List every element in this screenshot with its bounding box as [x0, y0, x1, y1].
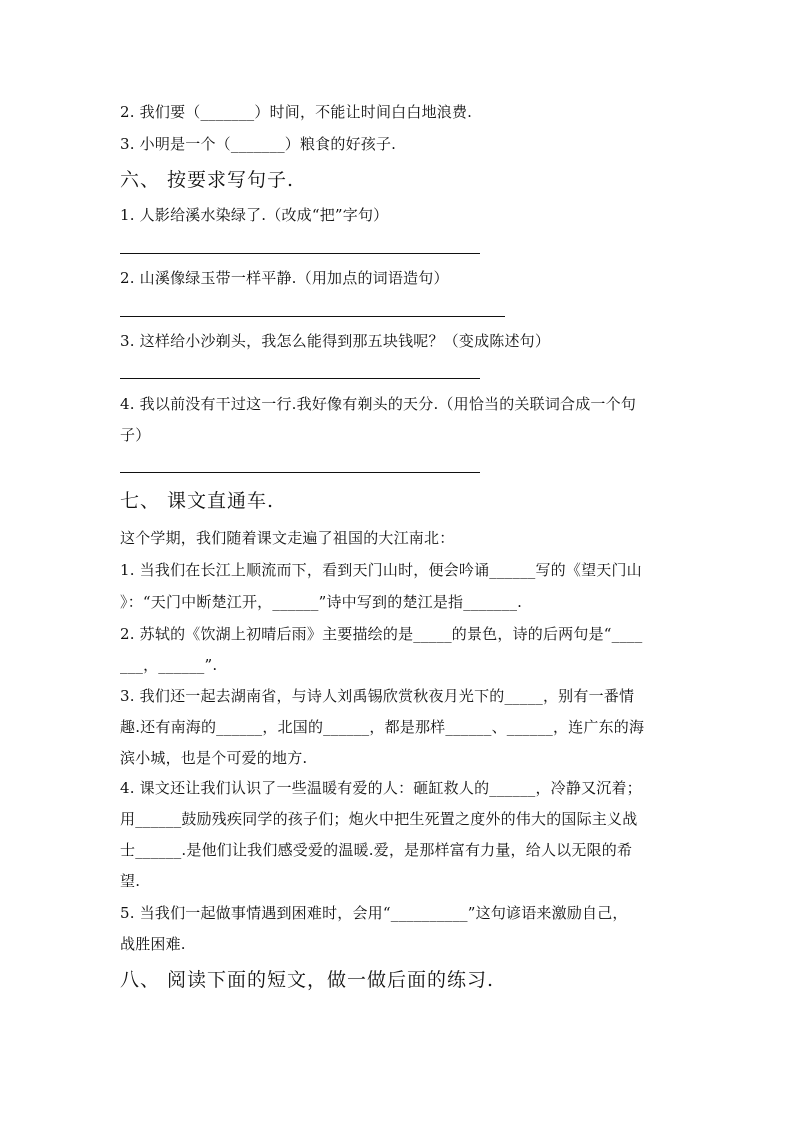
question-7-3-line3: 滨小城，也是个可爱的地方.: [120, 749, 308, 767]
question-6-4-line1: 4. 我以前没有干过这一行.我好像有剃头的天分.（用恰当的关联词合成一个句: [120, 395, 637, 413]
answer-line-6-2[interactable]: [120, 316, 505, 317]
answer-line-6-3[interactable]: [120, 378, 480, 379]
question-6-1: 1. 人影给溪水染绿了.（改成“把”字句）: [120, 206, 389, 224]
section-6-title: 六、 按要求写句子.: [120, 169, 295, 191]
question-6-4-line2: 子）: [120, 426, 151, 444]
section-8-title: 八、 阅读下面的短文，做一做后面的练习.: [120, 969, 495, 991]
question-7-3-line1: 3. 我们还一起去湖南省，与诗人刘禹锡欣赏秋夜月光下的_____，别有一番情: [120, 687, 635, 705]
question-7-1-line2: 》：“天门中断楚江开，______”诗中写到的楚江是指_______.: [120, 593, 523, 611]
question-7-3-line2: 趣.还有南海的______，北国的______，都是那样______、______，连广东的海: [120, 718, 645, 736]
question-6-2: 2. 山溪像绿玉带一样平静.（用加点的词语造句）: [120, 269, 449, 287]
question-7-5-line1: 5. 当我们一起做事情遇到困难时，会用“__________”这句谚语来激励自己，: [120, 904, 628, 922]
question-7-4-line3: 士______.是他们让我们感受爱的温暖.爱，是那样富有力量，给人以无限的希: [120, 841, 633, 859]
question-7-2-line1: 2. 苏轼的《饮湖上初晴后雨》主要描绘的是_____的景色，诗的后两句是“____: [120, 625, 643, 643]
question-6-3: 3. 这样给小沙剃头，我怎么能得到那五块钱呢？（变成陈述句）: [120, 332, 551, 350]
question-7-5-line2: 战胜困难.: [120, 935, 186, 953]
question-5-3: 3. 小明是一个（_______）粮食的好孩子.: [120, 135, 397, 153]
question-7-4-line4: 望.: [120, 872, 141, 890]
section-7-title: 七、 课文直通车.: [120, 490, 275, 512]
question-5-2: 2. 我们要（_______）时间，不能让时间白白地浪费.: [120, 103, 473, 121]
question-7-2-line2: ___，______”.: [120, 656, 218, 674]
answer-line-6-4[interactable]: [120, 472, 480, 473]
answer-line-6-1[interactable]: [120, 253, 480, 254]
question-7-4-line2: 用______鼓励残疾同学的孩子们；炮火中把生死置之度外的伟大的国际主义战: [120, 810, 638, 828]
question-7-1-line1: 1. 当我们在长江上顺流而下，看到天门山时，便会吟诵______写的《望天门山: [120, 561, 642, 579]
section-7-intro: 这个学期，我们随着课文走遍了祖国的大江南北：: [120, 529, 455, 547]
question-7-4-line1: 4. 课文还让我们认识了一些温暖有爱的人：砸缸救人的______，冷静又沉着；: [120, 779, 642, 797]
